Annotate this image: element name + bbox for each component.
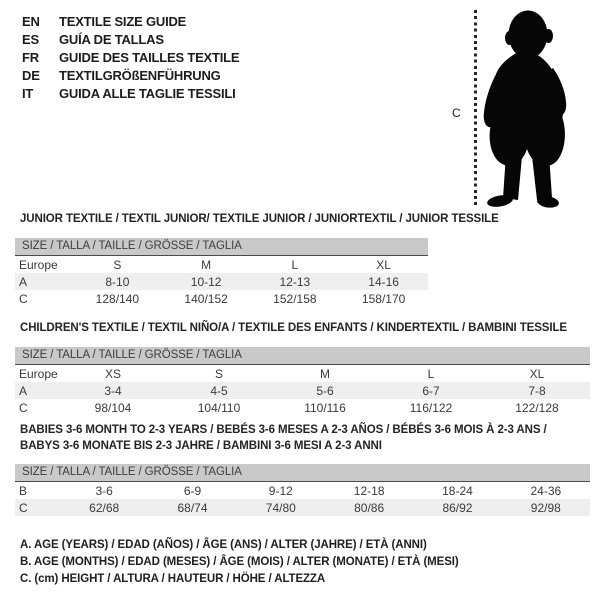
size-cell: 8-10 [73,273,162,290]
size-cell: 116/122 [409,400,453,415]
babies-size-header-bar: SIZE / TALLA / TAILLE / GRÖSSE / TAGLIA [15,464,590,482]
junior-size-header-bar: SIZE / TALLA / TAILLE / GRÖSSE / TAGLIA [15,238,428,256]
language-code: EN [22,14,40,29]
babies-table-title-line1: BABIES 3-6 MONTH TO 2-3 YEARS / BEBÉS 3-6 MESES A 2-3 AÑOS / BÉBÉS 3-6 MOIS À 2-3 ANS / [20,424,547,436]
list-item [22,67,239,85]
size-cell: XL [529,366,545,381]
size-cell: 62/68 [60,499,148,516]
children-size-table [15,365,590,416]
size-cell: 140/152 [184,291,228,306]
language-title-list [22,13,239,103]
junior-size-table [15,256,428,307]
size-cell: 86/92 [413,499,501,516]
language-code: ES [22,32,39,47]
row-label: B [19,483,28,498]
table-row [15,382,590,399]
table-row [15,256,428,273]
language-title: TEXTILGRÖßENFÜHRUNG [59,68,221,83]
table-row [15,290,428,307]
babies-table-title-line2: BABYS 3-6 MONATE BIS 2-3 JAHRE / BAMBINI 3-6 MESI A 2-3 ANNI [20,439,382,452]
size-cell: 3-4 [60,382,166,399]
babies-size-table [15,482,590,516]
baby-silhouette-icon [480,8,585,210]
size-cell: 6-9 [183,483,202,498]
row-label: C [19,400,28,415]
footnote-a: A. AGE (YEARS) / EDAD (AÑOS) / ÂGE (ANS) / ALTER (JAHRE) / ETÀ (ANNI) [20,539,427,551]
size-cell: S [113,257,122,272]
footnote-b: B. AGE (MONTHS) / EDAD (MESES) / ÂGE (MOIS) / ALTER (MONATE) / ETÀ (MESI) [20,556,459,569]
language-title: GUIDE DES TAILLES TEXTILE [59,50,240,65]
size-cell: 14-16 [339,273,428,290]
size-cell: 122/128 [515,400,559,415]
size-cell: 5-6 [272,382,378,399]
language-code: IT [22,86,34,101]
footnote-c: C. (cm) HEIGHT / ALTURA / HAUTEUR / HÖHE / ALTEZZA [20,573,326,586]
list-item [22,13,239,31]
size-cell: L [291,257,299,272]
size-cell: 12-13 [251,273,340,290]
row-label: A [15,273,73,290]
list-item [22,31,239,49]
size-cell: 98/104 [94,400,132,415]
size-cell: 6-7 [378,382,484,399]
size-cell: 152/158 [273,291,317,306]
language-code: FR [22,50,39,65]
row-label: C [15,499,60,516]
children-table-title: CHILDREN'S TEXTILE / TEXTIL NIÑO/A / TEXTILE DES ENFANTS / KINDERTEXTIL / BAMBINI TESSILE [20,322,567,334]
size-cell: 24-36 [530,483,562,498]
table-row [15,273,428,290]
size-cell: 10-12 [162,273,251,290]
language-code: DE [22,68,40,83]
size-cell: 110/116 [304,400,346,415]
size-cell: M [320,366,330,381]
row-label: Europe [19,257,58,272]
list-item [22,85,239,103]
row-label: C [19,291,28,306]
size-cell: 104/110 [197,400,241,415]
size-cell: 7-8 [484,382,590,399]
table-row [15,482,590,499]
size-cell: 9-12 [268,483,293,498]
size-cell: XS [104,366,121,381]
babies-table-title [20,423,595,454]
children-size-header-bar: SIZE / TALLA / TAILLE / GRÖSSE / TAGLIA [15,347,590,365]
size-cell: 158/170 [361,291,406,306]
size-cell: 80/86 [325,499,413,516]
size-cell: 3-6 [95,483,113,498]
table-row [15,399,590,416]
table-row [15,365,590,382]
row-label: Europe [19,366,58,381]
size-cell: 128/140 [95,291,140,306]
footnotes [20,537,459,589]
row-label: A [15,382,60,399]
size-cell: 68/74 [148,499,236,516]
size-cell: 12-18 [353,483,385,498]
junior-table-title: JUNIOR TEXTILE / TEXTIL JUNIOR/ TEXTILE JUNIOR / JUNIORTEXTIL / JUNIOR TESSILE [20,213,499,225]
height-measure-dashed-line [474,10,477,206]
size-cell: 18-24 [442,483,473,498]
size-cell: M [201,257,212,272]
size-cell: 74/80 [237,499,325,516]
table-row [15,499,590,516]
language-title: TEXTILE SIZE GUIDE [59,14,187,29]
height-measure-label: C [452,106,461,120]
size-cell: 92/98 [502,499,590,516]
size-cell: L [427,366,435,381]
size-cell: XL [376,257,391,272]
size-cell: 4-5 [166,382,272,399]
language-title: GUIDA ALLE TAGLIE TESSILI [59,86,236,101]
list-item [22,49,239,67]
size-cell: S [214,366,223,381]
language-title: GUÍA DE TALLAS [59,32,164,47]
